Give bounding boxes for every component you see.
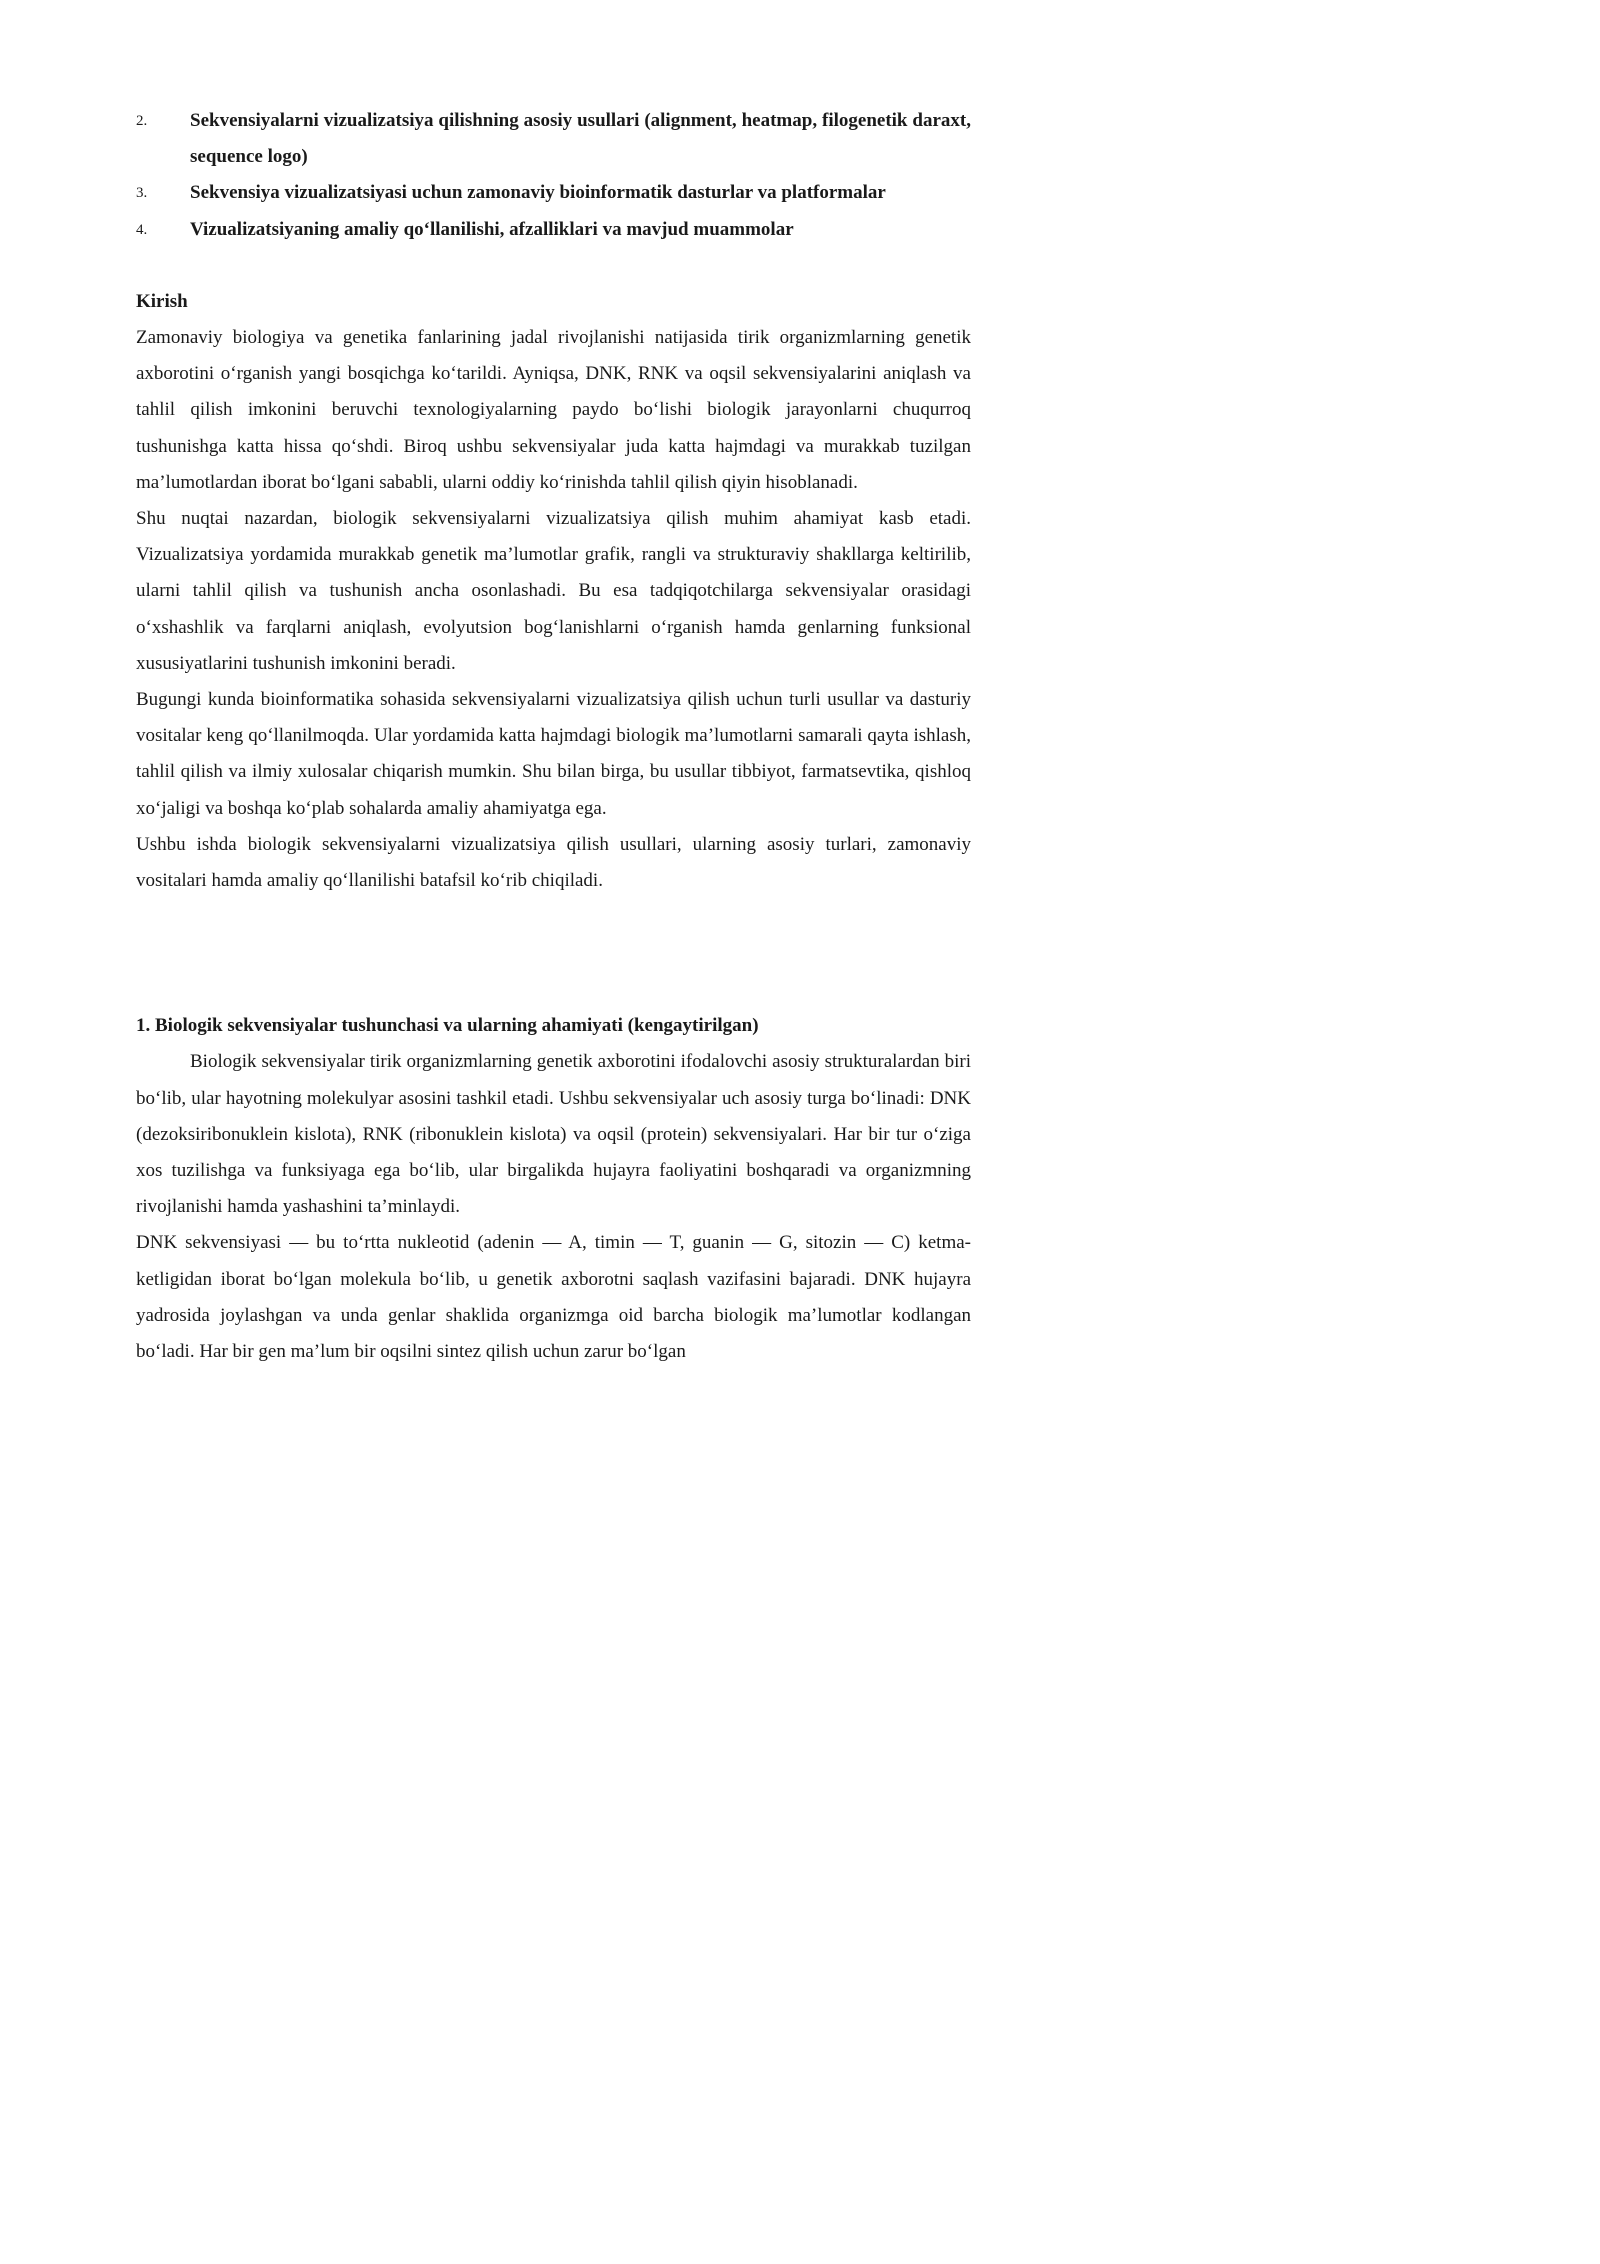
toc-item-3 (136, 175, 971, 211)
toc-title: Sekvensiyalarni vizualizatsiya qilishning asosiy usullari (alignment, heatmap, filogenetik daraxt, sequence logo) (190, 110, 971, 168)
section-1-paragraph-2: DNK sekvensiyasi — bu to‘rtta nukleotid (adenin — A, timin — T, guanin — G, sitozin — C) ketma-ketligidan iborat bo‘lgan molekula bo‘lib, u genetik axborotni saqlash vazifasini bajaradi. DNK hujayra yadrosida joylashgan va unda genlar shaklida organizmga oid barcha biologik ma’lumotlar kodlangan bo‘ladi. Har bir gen ma’lum bir oqsilni sintez qilish uchun zarur bo‘lgan (136, 1232, 971, 1363)
toc-title: Vizualizatsiyaning amaliy qo‘llanilishi, afzalliklari va mavjud muammolar (190, 218, 794, 240)
intro-paragraph-3: Bugungi kunda bioinformatika sohasida sekvensiyalarni vizualizatsiya qilish uchun turli usullar va dasturiy vositalar keng qo‘llanilmoqda. Ular yordamida katta hajmdagi biologik ma’lumotlarni samarali qayta ishlash, tahlil qilish va ilmiy xulosalar chiqarish mumkin. Shu bilan birga, bu usullar tibbiyot, farmatsevtika, qishloq xo‘jaligi va boshqa ko‘plab sohalarda amaliy ahamiyatga ega. (136, 689, 971, 819)
intro-paragraph-1: Zamonaviy biologiya va genetika fanlarining jadal rivojlanishi natijasida tirik organizmlarning genetik axborotini o‘rganish yangi bosqichga ko‘tarildi. Ayniqsa, DNK, RNK va oqsil sekvensiyalarini aniqlash va tahlil qilish imkonini beruvchi texnologiyalarning paydo bo‘lishi biologik jarayonlarni chuqurroq tushunishga katta hissa qo‘shdi. Biroq ushbu sekvensiyalar juda katta hajmdagi va murakkab tuzilgan ma’lumotlardan iborat bo‘lgani sababli, ularni oddiy ko‘rinishda tahlil qilish qiyin hisoblanadi. (136, 327, 971, 493)
toc-number: 3. (136, 185, 148, 202)
toc-title: Sekvensiya vizualizatsiyasi uchun zamonaviy bioinformatik dasturlar va platformalar (190, 182, 886, 204)
toc-list (136, 103, 971, 248)
intro-section (136, 284, 971, 899)
toc-item-4 (136, 212, 971, 248)
toc-item-2 (136, 103, 971, 175)
document-page (136, 103, 971, 1370)
intro-paragraph-2: Shu nuqtai nazardan, biologik sekvensiyalarni vizualizatsiya qilish muhim ahamiyat kasb etadi. Vizualizatsiya yordamida murakkab genetik ma’lumotlar grafik, rangli va strukturaviy shakllarga keltirilib, ularni tahlil qilish va tushunish ancha osonlashadi. Bu esa tadqiqotchilarga sekvensiyalar orasidagi o‘xshashlik va farqlarni aniqlash, evolyutsion bog‘lanishlarni o‘rganish hamda genlarning funksional xususiyatlarini tushunish imkonini beradi. (136, 508, 971, 674)
intro-heading: Kirish (136, 290, 188, 312)
section-1-paragraph-1: Biologik sekvensiyalar tirik organizmlarning genetik axborotini ifodalovchi asosiy strukturalardan biri bo‘lib, ular hayotning molekulyar asosini tashkil etadi. Ushbu sekvensiyalar uch asosiy turga bo‘linadi: DNK (dezoksiribonuklein kislota), RNK (ribonuklein kislota) va oqsil (protein) sekvensiyalari. Har bir tur o‘ziga xos tuzilishga va funksiyaga ega bo‘lib, ular birgalikda hujayra faoliyatini boshqaradi va organizmning rivojlanishi hamda yashashini ta’minlaydi. (136, 1051, 971, 1218)
toc-number: 2. (136, 113, 148, 129)
section-1 (136, 1008, 971, 1370)
toc-number: 4. (136, 221, 148, 238)
section-1-heading: 1. Biologik sekvensiyalar tushunchasi va ularning ahamiyati (kengaytirilgan) (136, 1015, 759, 1037)
intro-paragraph-4: Ushbu ishda biologik sekvensiyalarni vizualizatsiya qilish usullari, ularning asosiy turlari, zamonaviy vositalari hamda amaliy qo‘llanilishi batafsil ko‘rib chiqiladi. (136, 833, 971, 892)
